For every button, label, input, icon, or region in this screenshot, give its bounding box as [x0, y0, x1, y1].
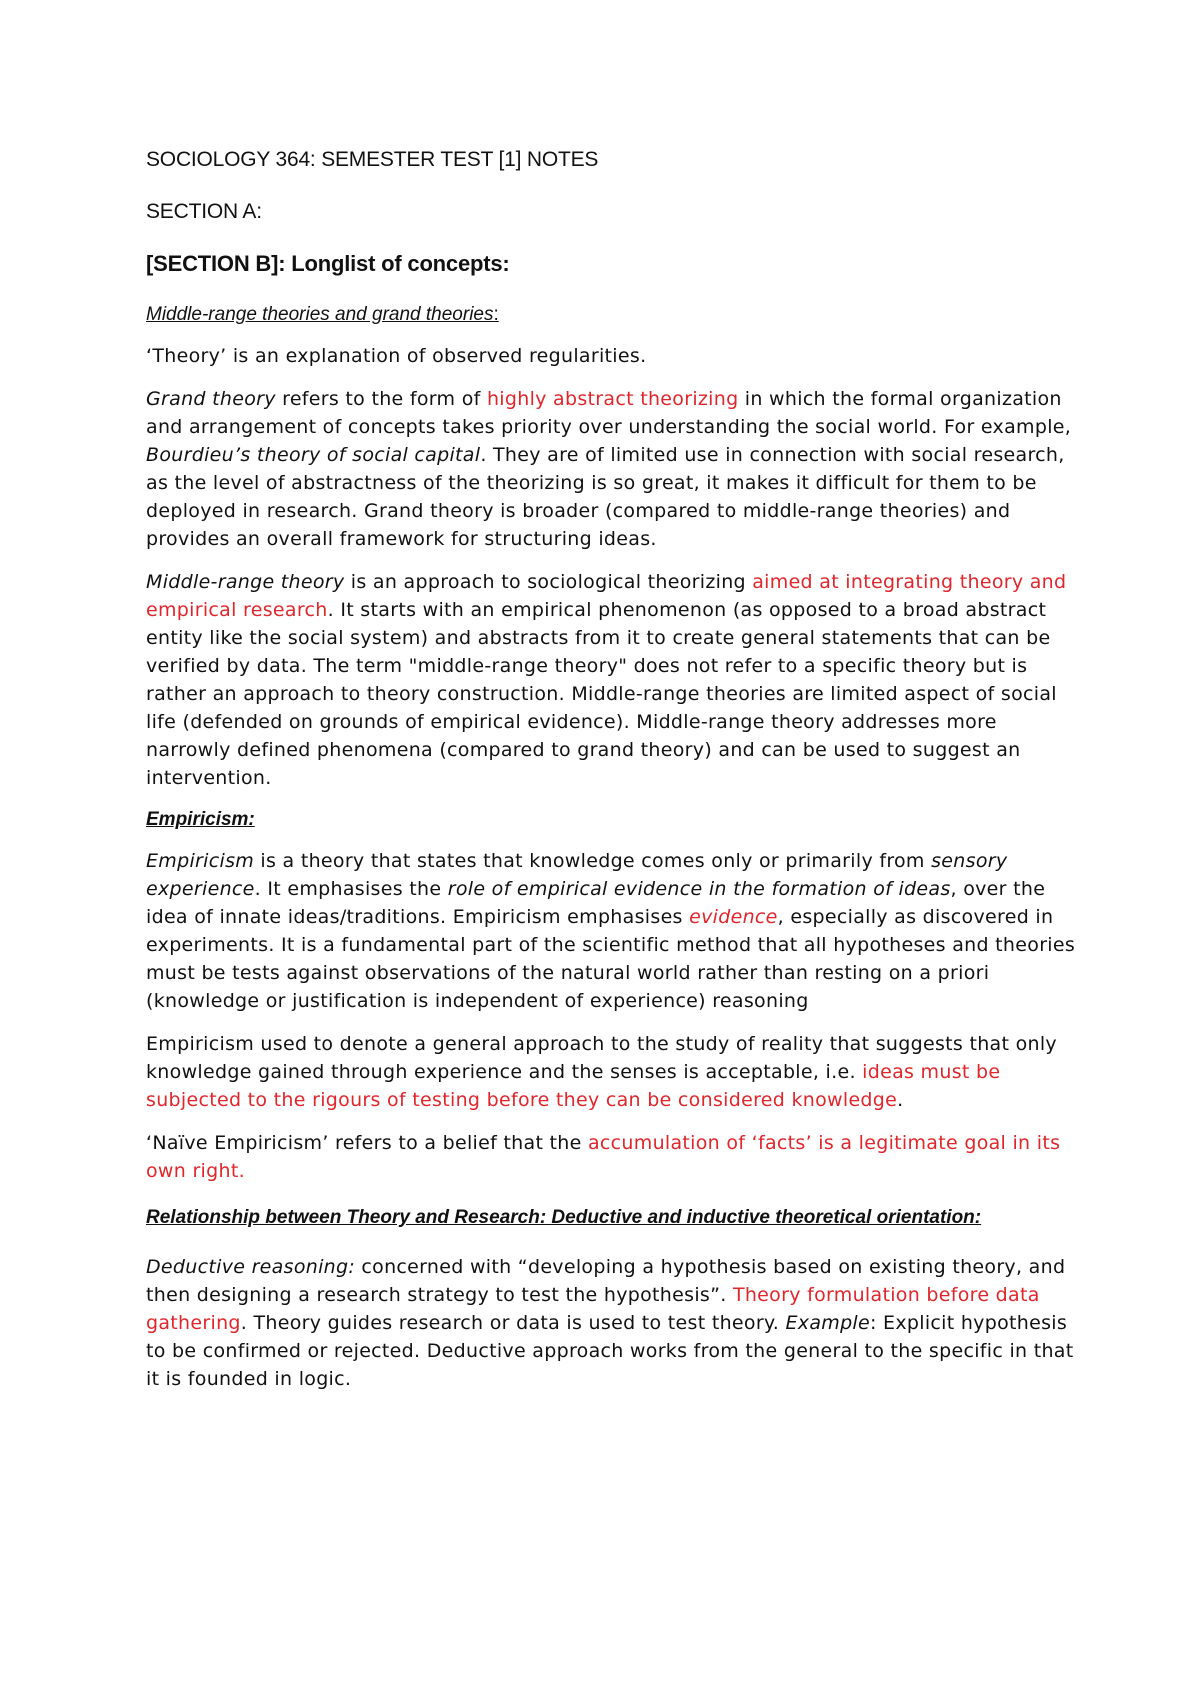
empiricism-paragraph-2	[146, 1030, 1080, 1114]
highlight-accumulation: accumulation of ‘facts’ is a legitimate goal in its own right.	[146, 1132, 1061, 1182]
highlight-rigours: ideas must be subjected to the rigours of testing before they can be considered knowledge	[146, 1061, 1001, 1111]
theory-definition-paragraph: ‘Theory’ is an explanation of observed regularities.	[146, 345, 647, 367]
text-span: : Explicit hypothesis to be confirmed or rejected. Deductive approach works from the general to the specific in that it is founded in logic.	[146, 1312, 1074, 1390]
term-deductive-reasoning: Deductive reasoning:	[146, 1256, 356, 1278]
term-role-of-evidence: role of empirical evidence in the formation of ideas	[447, 878, 951, 900]
text-span: . It emphasises the	[254, 878, 448, 900]
empiricism-heading: Empiricism:	[146, 809, 255, 830]
text-span: Empiricism used to denote a general approach to the study of reality that suggests that only knowledge gained through experience and the senses is acceptable, i.e.	[146, 1033, 1057, 1083]
term-grand-theory: Grand theory	[146, 388, 276, 410]
text-span: , over the idea of innate ideas/traditions. Empiricism emphasises	[146, 878, 1046, 928]
text-span: . Theory guides research or data is used to test theory.	[240, 1312, 786, 1334]
text-span: .	[897, 1089, 904, 1111]
middle-range-heading	[146, 302, 1080, 328]
middle-range-heading-colon: :	[493, 304, 499, 325]
highlight-theory-formulation: Theory formulation before data gathering	[146, 1284, 1040, 1334]
text-span: in which the formal organization and arrangement of concepts takes priority over understanding the social world. For example,	[146, 388, 1072, 438]
text-span: is an approach to sociological theorizing	[344, 571, 753, 593]
text-span: is a theory that states that knowledge comes only or primarily from	[254, 850, 932, 872]
term-empiricism: Empiricism	[146, 850, 255, 872]
text-span: , especially as discovered in experiments. It is a fundamental part of the scientific method that all hypotheses and theories must be tests against observations of the natural world rather than resting on a priori (knowledge or justification is independent of experience) reasoning	[146, 906, 1076, 1012]
text-span: refers to the form of	[275, 388, 487, 410]
middle-range-heading-text: Middle-range theories and grand theories	[146, 304, 494, 325]
document-title: SOCIOLOGY 364: SEMESTER TEST [1] NOTES	[146, 148, 599, 171]
grand-theory-paragraph	[146, 385, 1080, 553]
term-example: Example	[785, 1312, 870, 1334]
term-sensory-experience: sensory experience	[146, 850, 1008, 900]
text-span: . It starts with an empirical phenomenon (as opposed to a broad abstract entity like the social system) and abstracts from it to create general statements that can be verified by data. The term "middle-range theory" does not refer to a specific theory but is rather an approach to theory construction. Middle-range theories are limited aspect of social life (defended on grounds of empirical evidence). Middle-range theory addresses more narrowly defined phenomena (compared to grand theory) and can be used to suggest an intervention.	[146, 599, 1057, 789]
term-middle-range-theory: Middle-range theory	[146, 571, 345, 593]
relationship-heading: Relationship between Theory and Research: Deductive and inductive theoretical orientation:	[146, 1207, 982, 1228]
text-span: ‘Naïve Empiricism’ refers to a belief that the	[146, 1132, 588, 1154]
middle-range-paragraph	[146, 568, 1080, 792]
naive-empiricism-paragraph	[146, 1129, 1080, 1185]
term-bourdieu: Bourdieu’s theory of social capital	[146, 444, 481, 466]
section-a-heading: SECTION A:	[146, 200, 262, 223]
section-b-heading: [SECTION B]: Longlist of concepts:	[146, 251, 510, 276]
highlight-abstract-theorizing: highly abstract theorizing	[486, 388, 739, 410]
highlight-evidence: evidence	[689, 906, 778, 928]
text-span: . They are of limited use in connection with social research, as the level of abstractness of the theorizing is so great, it makes it difficult for them to be deployed in research. Grand theory is broader (compared to middle-range theories) and provides an overall framework for structuring ideas.	[146, 444, 1065, 550]
empiricism-paragraph-1	[146, 847, 1080, 1015]
deductive-paragraph	[146, 1253, 1080, 1393]
text-span: concerned with “developing a hypothesis based on existing theory, and then designing a research strategy to test the hypothesis”.	[146, 1256, 1066, 1306]
highlight-integrating: aimed at integrating theory and empirical research	[146, 571, 1067, 621]
